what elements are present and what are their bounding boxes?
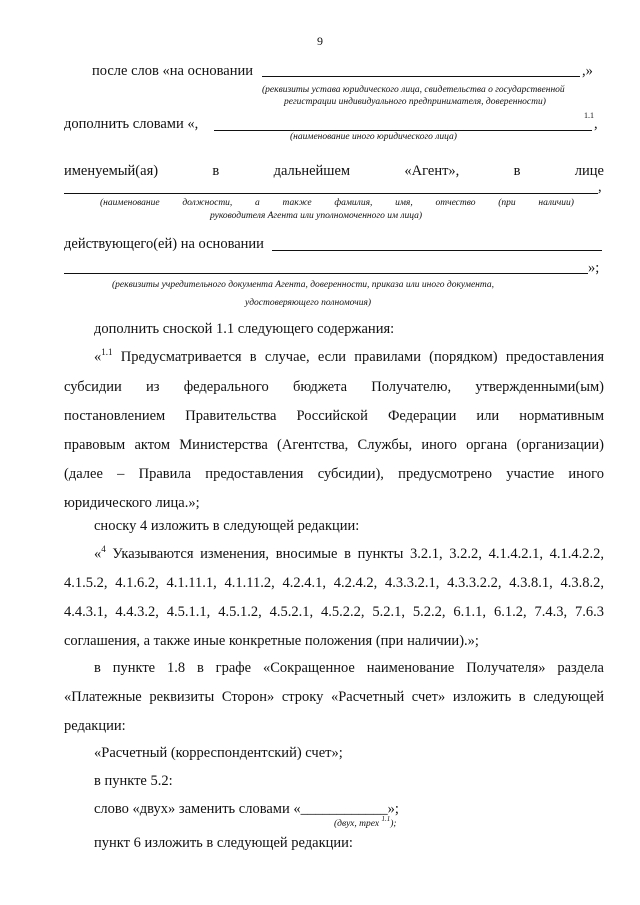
blank-rule-4a	[272, 250, 602, 251]
slovo-dvuh-blank: ____________	[300, 801, 388, 817]
paragraph-slovo-dvuh	[94, 800, 399, 818]
footnote-1-1-line: юридического лица.»;	[64, 495, 200, 511]
footnote-1-1-line: (далее – Правила предоставления субсидии), предусмотрено участие иного	[64, 466, 604, 482]
open-quote: «	[94, 546, 102, 562]
word-lice: лице	[574, 163, 604, 179]
block-dopolnit-suffix: ,	[594, 116, 598, 132]
hint-word: также	[282, 198, 312, 208]
hint-word: (наименование	[100, 198, 160, 208]
hint-rukovoditel: руководителя Агента или уполномоченного им лица)	[210, 211, 423, 221]
hint-word: фамилия,	[334, 198, 373, 208]
block-imenuemyi-end: ,	[598, 179, 602, 195]
blank-rule-1	[262, 76, 580, 77]
block-osnovanie-line: после слов «на основании	[92, 63, 253, 79]
blank-rule-4b	[64, 273, 588, 274]
footnote-1-1-line: постановлением Правительства Российской Федерации или нормативным	[64, 408, 604, 424]
hint-word: имя,	[395, 198, 413, 208]
slovo-dvuh-suffix: »;	[387, 801, 399, 817]
hint-dvuh-treh-end: );	[390, 819, 397, 829]
slovo-dvuh-prefix: слово «двух» заменить словами «	[94, 801, 301, 817]
block-imenuemyi-line	[64, 162, 604, 180]
hint-uchreditelnyi-dokument: (реквизиты учредительного документа Агента, доверенности, приказа или иного документа,	[112, 280, 494, 290]
word-agent: «Агент»,	[404, 163, 460, 179]
footnote-4-line	[94, 545, 604, 563]
word-v-2: в	[513, 163, 521, 179]
punkt-1-8-line: «Платежные реквизиты Сторон» строку «Расчетный счет» изложить в следующей	[64, 689, 604, 705]
footnote-1-1-line: правовым актом Министерства (Агентства, Службы, иного органа (организации)	[64, 437, 604, 453]
word-dalneishem: дальнейшем	[273, 163, 351, 179]
footnote-ref-1-1: 1.1	[584, 111, 594, 120]
word-v-1: в	[212, 163, 220, 179]
blank-rule-3	[64, 193, 598, 194]
hint-registracii: регистрации индивидуального предпринимателя, доверенности)	[284, 97, 546, 107]
block-deistvuyushego-line: действующего(ей) на основании	[64, 236, 264, 252]
footnote-text: Предусматривается в случае, если правилами (порядком) предоставления	[120, 349, 604, 365]
hint-dvuh-treh-text: (двух, трех	[334, 819, 380, 829]
open-quote: «	[94, 349, 102, 365]
hint-word: отчество	[435, 198, 476, 208]
hint-word: должности,	[182, 198, 233, 208]
paragraph-punkt-5-2: в пункте 5.2:	[94, 773, 173, 789]
hint-word: (при	[498, 198, 516, 208]
block-deistvuyushego-end: »;	[588, 260, 600, 276]
footnote-sup: 4	[101, 544, 106, 554]
paragraph-punkt-6: пункт 6 изложить в следующей редакции:	[94, 835, 353, 851]
footnote-1-1-line	[94, 348, 604, 366]
hint-dolzhnost-fio	[100, 197, 574, 209]
hint-naimenovanie-yurlica: (наименование иного юридического лица)	[290, 132, 457, 142]
footnote-sup: 1.1	[101, 347, 113, 357]
block-dopolnit-line: дополнить словами «,	[64, 116, 199, 132]
paragraph-snosku-4: сноску 4 изложить в следующей редакции:	[94, 518, 360, 534]
footnote-text: Указываются изменения, вносимые в пункты 3.2.1, 3.2.2, 4.1.4.2.1, 4.1.4.2.2,	[112, 546, 605, 562]
footnote-1-1-line: субсидии из федерального бюджета Получателю, утвержденными(ым)	[64, 379, 604, 395]
punkt-1-8-line: в пункте 1.8 в графе «Сокращенное наименование Получателя» раздела	[94, 660, 604, 676]
footnote-4-line: 4.4.3.1, 4.4.3.2, 4.5.1.1, 4.5.1.2, 4.5.2.1, 4.5.2.2, 5.2.1, 5.2.2, 6.1.1, 6.1.2, 7.4.3, 7.6.3	[64, 604, 604, 620]
paragraph-raschetnyi-schet: «Расчетный (корреспондентский) счет»;	[94, 745, 343, 761]
page-number: 9	[317, 34, 323, 48]
hint-sup: 1.1	[381, 815, 391, 823]
hint-word: а	[255, 198, 260, 208]
punkt-1-8-line: редакции:	[64, 718, 126, 734]
hint-dvuh-treh	[334, 815, 397, 830]
hint-rekvizity-ustava: (реквизиты устава юридического лица, свидетельства о государственной	[262, 85, 565, 95]
hint-udostoveryayushego: удостоверяющего полномочия)	[245, 298, 372, 308]
footnote-4-line: 4.1.5.2, 4.1.6.2, 4.1.11.1, 4.1.11.2, 4.2.4.1, 4.2.4.2, 4.3.3.2.1, 4.3.3.2.2, 4.3.8.1, 4.3.8.2,	[64, 575, 604, 591]
paragraph-dopolnit-snoskoi: дополнить сноской 1.1 следующего содержания:	[94, 321, 395, 337]
hint-word: наличии)	[538, 198, 574, 208]
block-osnovanie-suffix: ,»	[582, 63, 593, 79]
footnote-4-line: соглашения, а также иные конкретные положения (при наличии).»;	[64, 633, 479, 649]
word-imenuemyi: именуемый(ая)	[64, 163, 159, 179]
